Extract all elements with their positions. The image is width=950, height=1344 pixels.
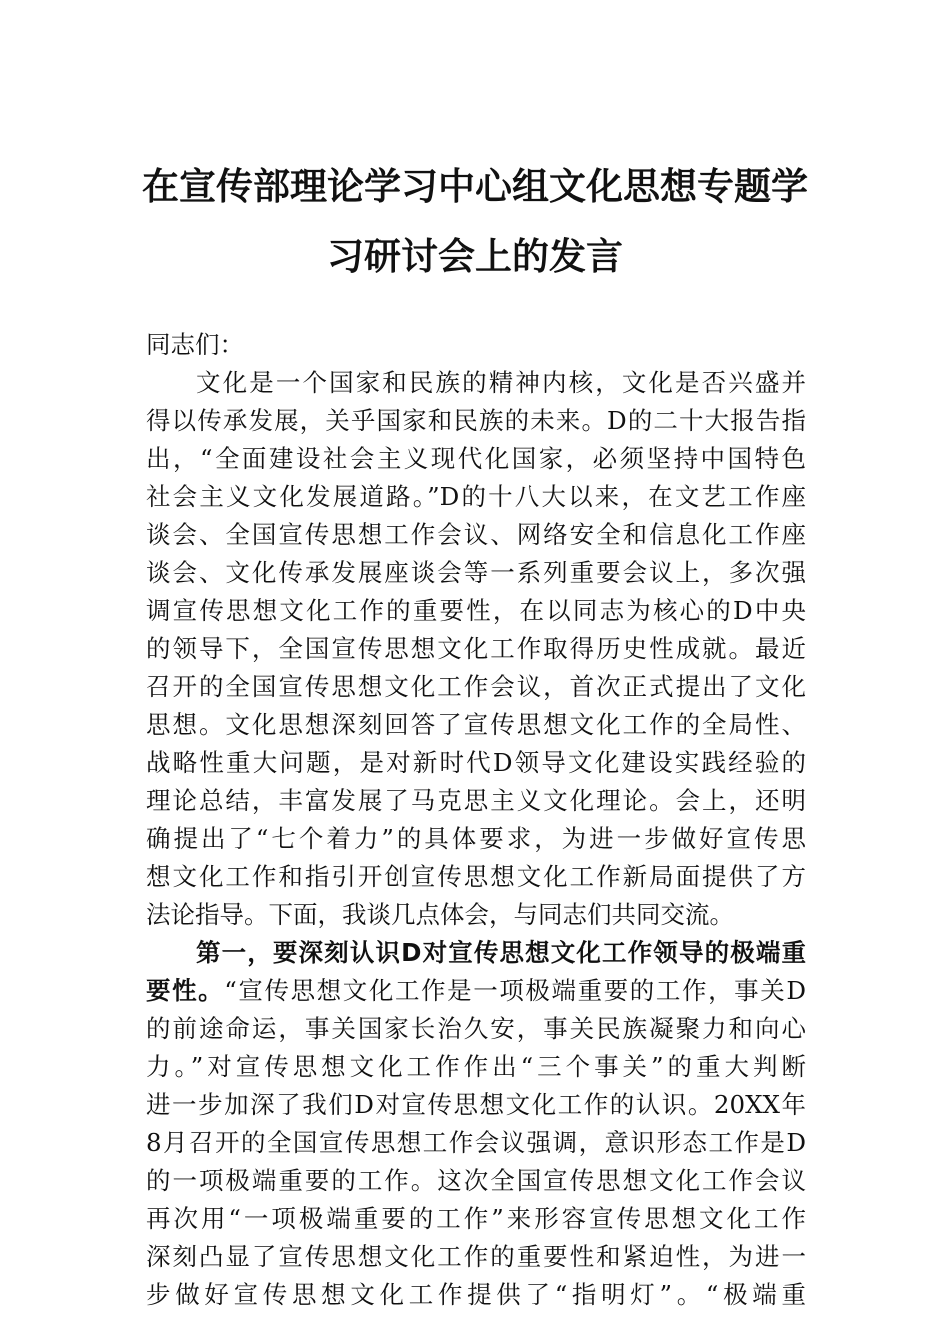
document-title-line-1: 在宣传部理论学习中心组文化思想专题学	[142, 164, 808, 208]
greeting: 同志们：	[146, 330, 244, 359]
paragraph-line: 谈会、文化传承发展座谈会等一系列重要会议上，多次强	[146, 558, 806, 587]
paragraph-line: 的前途命运，事关国家长治久安，事关民族凝聚力和向心	[146, 1014, 806, 1043]
paragraph-line: 社会主义文化发展道路。”D的十八大以来，在文艺工作座	[146, 482, 806, 511]
paragraph-line: 法论指导。下面，我谈几点体会，与同志们共同交流。	[146, 900, 734, 929]
paragraph-line: 进一步加深了我们D对宣传思想文化工作的认识。20XX年	[146, 1090, 806, 1119]
paragraph-line: 确提出了“七个着力”的具体要求，为进一步做好宣传思	[146, 824, 806, 853]
paragraph-line: 得以传承发展，关乎国家和民族的未来。D的二十大报告指	[146, 406, 806, 435]
section-heading-line: 第一，要深刻认识D对宣传思想文化工作领导的极端重	[196, 938, 806, 967]
paragraph-line: 步做好宣传思想文化工作提供了“指明灯”。“极端重	[146, 1280, 806, 1309]
paragraph-line: 思想。文化思想深刻回答了宣传思想文化工作的全局性、	[146, 710, 806, 739]
paragraph-line-rest: “宣传思想文化工作是一项极端重要的工作，事关D	[224, 976, 806, 1005]
paragraph-line: 理论总结，丰富发展了马克思主义文化理论。会上，还明	[146, 786, 806, 815]
paragraph-line: 力。”对宣传思想文化工作作出“三个事关”的重大判断	[146, 1052, 806, 1081]
paragraph-line: 战略性重大问题，是对新时代D领导文化建设实践经验的	[146, 748, 806, 777]
paragraph-line: 的领导下，全国宣传思想文化工作取得历史性成就。最近	[146, 634, 806, 663]
paragraph-line: 再次用“一项极端重要的工作”来形容宣传思想文化工作	[146, 1204, 806, 1233]
paragraph-line: 谈会、全国宣传思想工作会议、网络安全和信息化工作座	[146, 520, 806, 549]
paragraph-line: 出，“全面建设社会主义现代化国家，必须坚持中国特色	[146, 444, 806, 473]
paragraph-line: 8月召开的全国宣传思想工作会议强调，意识形态工作是D	[146, 1128, 806, 1157]
paragraph-line: 调宣传思想文化工作的重要性，在以同志为核心的D中央	[146, 596, 806, 625]
document-title-line-2: 习研讨会上的发言	[327, 234, 623, 278]
paragraph-line: 深刻凸显了宣传思想文化工作的重要性和紧迫性，为进一	[146, 1242, 806, 1271]
paragraph-line: 文化是一个国家和民族的精神内核，文化是否兴盛并	[196, 368, 806, 397]
paragraph-line-mixed	[146, 976, 806, 1006]
paragraph-line: 的一项极端重要的工作。这次全国宣传思想文化工作会议	[146, 1166, 806, 1195]
paragraph-line: 召开的全国宣传思想文化工作会议，首次正式提出了文化	[146, 672, 806, 701]
paragraph-line: 想文化工作和指引开创宣传思想文化工作新局面提供了方	[146, 862, 806, 891]
section-heading-tail: 要性。	[146, 976, 225, 1005]
